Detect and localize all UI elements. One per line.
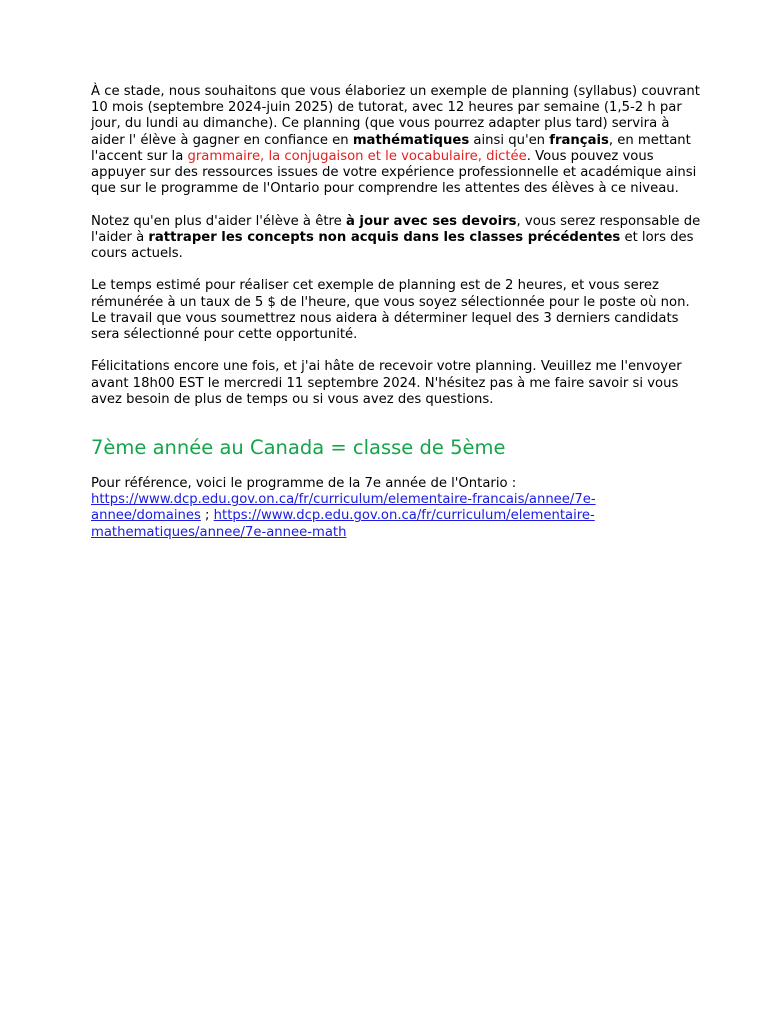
paragraph1-bold-francais: français: [549, 132, 609, 148]
paragraph2-text1: Notez qu'en plus d'aider l'élève à être: [91, 213, 346, 229]
reference-intro: Pour référence, voici le programme de la 7e année de l'Ontario :: [91, 476, 517, 492]
paragraph-planning-request: [91, 84, 701, 197]
paragraph2-bold-rattraper: rattraper les concepts non acquis dans les classes précédentes: [148, 229, 621, 245]
paragraph2-text3: et lors des cours actuels.: [91, 229, 694, 262]
paragraph-compensation: [91, 278, 701, 343]
paragraph1-text3: , en mettant l'accent sur la: [91, 132, 691, 164]
paragraph1-text2: ainsi qu'en: [469, 132, 550, 148]
paragraph1-bold-maths: mathématiques: [352, 132, 470, 148]
paragraph2-text2: , vous serez responsable de l'aider à: [91, 213, 701, 245]
section-heading-grade: 7ème année au Canada = classe de 5ème: [91, 436, 506, 460]
paragraph-congratulations: [91, 359, 701, 408]
paragraph2-bold-devoirs: à jour avec ses devoirs: [345, 213, 517, 229]
paragraph-reference: [91, 476, 701, 541]
paragraph1-red-highlight: grammaire, la conjugaison et le vocabulaire, dictée: [187, 148, 527, 164]
link-curriculum-francais[interactable]: https://www.dcp.edu.gov.on.ca/fr/curriculum/elementaire-francais/annee/7e-annee/domaines: [91, 492, 596, 524]
paragraph3-text: Le temps estimé pour réaliser cet exemple de planning est de 2 heures, et vous serez rémunérée à un taux de 5 $ de l'heure, que vous soyez sélectionnée pour le poste où non. Le travail que vous soumettrez nous aidera à déterminer lequel des 3 derniers candidats sera sélectionné pour cette opportunité.: [91, 278, 690, 343]
paragraph1-text4: . Vous pouvez vous appuyer sur des ressources issues de votre expérience professionnelle et académique ainsi que sur le programme de l'Ontario pour comprendre les attentes des élèves à ce niveau.: [91, 148, 697, 197]
link-curriculum-math[interactable]: https://www.dcp.edu.gov.on.ca/fr/curriculum/elementaire-mathematiques/annee/7e-annee-math: [91, 508, 595, 540]
paragraph1-text1: À ce stade, nous souhaitons que vous élaboriez un exemple de planning (syllabus) couvrant 10 mois (septembre 2024-juin 2025) de tutorat, avec 12 heures par semaine (1,5-2 h par jour, du lundi au dimanche). Ce planning (que vous pourrez adapter plus tard) servira à aider l' élève à gagner en confiance en: [91, 84, 700, 148]
reference-separator: ;: [200, 508, 214, 524]
paragraph4-text: Félicitations encore une fois, et j'ai hâte de recevoir votre planning. Veuillez me l'envoyer avant 18h00 EST le mercredi 11 septembre 2024. N'hésitez pas à me faire savoir si vous avez besoin de plus de temps ou si vous avez des questions.: [91, 359, 682, 407]
paragraph-responsibilities: [91, 214, 701, 263]
document-page: [91, 84, 701, 541]
